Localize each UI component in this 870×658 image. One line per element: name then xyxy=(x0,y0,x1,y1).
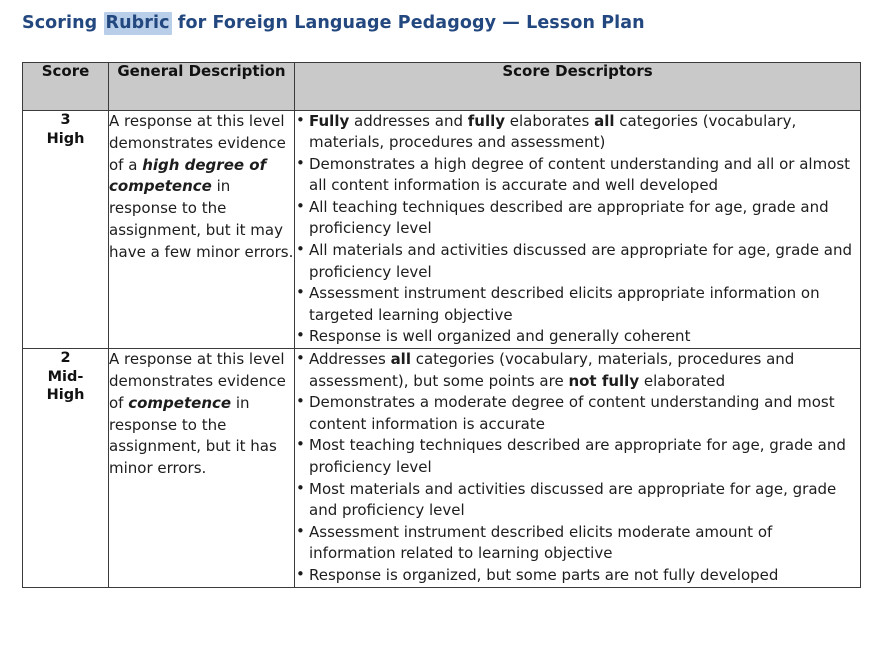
score-label-line-2: High xyxy=(46,387,85,404)
descriptor-item: • All materials and activities discussed are appropriate for age, grade and proficiency level xyxy=(295,240,860,283)
score-label-line-1: Mid- xyxy=(47,368,84,385)
table-header xyxy=(23,63,861,111)
table-row xyxy=(23,349,861,587)
table-body xyxy=(23,111,861,588)
descriptor-item: • Demonstrates a high degree of content understanding and all or almost all content information is accurate and well developed xyxy=(295,154,860,197)
score-descriptors-cell xyxy=(295,349,861,587)
title-highlight-1: Rubric xyxy=(105,13,170,33)
column-header-score: Score xyxy=(23,63,109,111)
table-row xyxy=(23,111,861,349)
page-title-text xyxy=(22,12,645,35)
descriptor-list xyxy=(295,349,860,586)
general-description-cell: A response at this level demonstrates evidence of competence in response to the assignment, but it has minor errors. xyxy=(109,349,295,587)
table-header-row xyxy=(23,63,861,111)
descriptor-item: • Addresses all categories (vocabulary, materials, procedures and assessment), but some points are not fully elaborated xyxy=(295,349,860,392)
column-header-general-description: General Description xyxy=(109,63,295,111)
scoring-rubric-table xyxy=(22,62,861,588)
score-number: 3 xyxy=(60,112,71,128)
descriptor-list xyxy=(295,111,860,348)
descriptor-item: • Assessment instrument described elicits moderate amount of information related to learning objective xyxy=(295,522,860,565)
descriptor-item: • Demonstrates a moderate degree of content understanding and most content information is accurate xyxy=(295,392,860,435)
column-header-score-descriptors: Score Descriptors xyxy=(295,63,861,111)
descriptor-item: • Response is well organized and generally coherent xyxy=(295,326,860,347)
general-description-cell: A response at this level demonstrates evidence of a high degree of competence in response to the assignment, but it may have a few minor errors. xyxy=(109,111,295,349)
descriptor-item: • Most materials and activities discussed are appropriate for age, grade and proficiency level xyxy=(295,479,860,522)
page-title xyxy=(22,13,645,33)
score-descriptors-cell xyxy=(295,111,861,349)
descriptor-item: • Assessment instrument described elicits appropriate information on targeted learning objective xyxy=(295,283,860,326)
title-run-0: Scoring xyxy=(22,13,104,33)
title-run-2: for Foreign Language Pedagogy — Lesson Plan xyxy=(171,13,645,33)
score-number: 2 xyxy=(60,350,71,367)
score-cell xyxy=(23,111,109,349)
descriptor-item: • All teaching techniques described are appropriate for age, grade and proficiency level xyxy=(295,197,860,240)
descriptor-item: • Response is organized, but some parts are not fully developed xyxy=(295,565,860,586)
score-label: High xyxy=(46,130,85,147)
score-cell xyxy=(23,349,109,587)
descriptor-item: • Most teaching techniques described are appropriate for age, grade and proficiency level xyxy=(295,435,860,478)
descriptor-item: • Fully addresses and fully elaborates all categories (vocabulary, materials, procedures and assessment) xyxy=(295,111,860,154)
